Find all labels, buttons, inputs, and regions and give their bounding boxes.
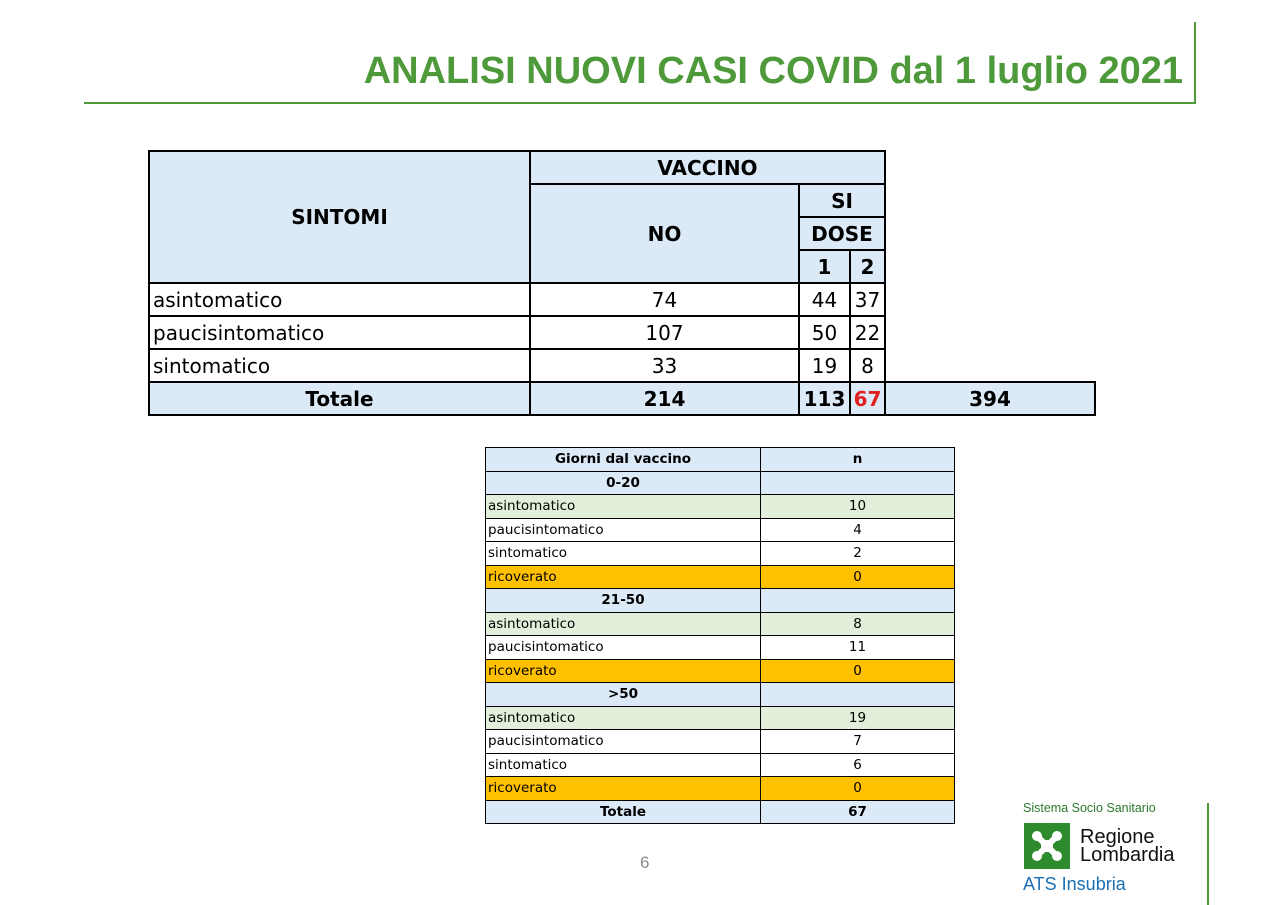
row-value: 10	[761, 495, 955, 519]
row-label: paucisintomatico	[149, 316, 530, 349]
logo-tagline: Sistema Socio Sanitario	[1023, 801, 1156, 815]
vaccination-symptoms-table	[148, 150, 1096, 416]
table-row	[149, 283, 1095, 316]
logo-name-line1: Regione	[1080, 826, 1155, 848]
row-value: 19	[761, 706, 955, 730]
no-value: 33	[530, 349, 799, 382]
row-label: ricoverato	[486, 777, 761, 801]
vaccino-header: VACCINO	[530, 151, 885, 184]
n-header: n	[761, 448, 955, 472]
table-row	[486, 777, 955, 801]
group-header-row	[486, 471, 955, 495]
row-value: 2	[761, 542, 955, 566]
days-since-vaccine-table	[485, 447, 955, 824]
total-label: Totale	[149, 382, 530, 415]
total-dose2: 67	[850, 382, 885, 415]
no-header: NO	[530, 184, 799, 283]
table-row	[149, 316, 1095, 349]
row-value: 0	[761, 565, 955, 589]
group-range: 21-50	[486, 589, 761, 613]
sintomi-header: SINTOMI	[149, 151, 530, 283]
row-value: 7	[761, 730, 955, 754]
lombardia-cross-icon	[1024, 823, 1070, 869]
row-label: ricoverato	[486, 565, 761, 589]
table-row	[486, 636, 955, 660]
dose-header: DOSE	[799, 217, 885, 250]
total-value: 67	[761, 800, 955, 824]
table-row	[486, 612, 955, 636]
organization-logo	[1020, 800, 1210, 905]
total-row	[486, 800, 955, 824]
row-value: 11	[761, 636, 955, 660]
group-header-row	[486, 589, 955, 613]
row-label: asintomatico	[486, 495, 761, 519]
table-row	[486, 565, 955, 589]
group-range: 0-20	[486, 471, 761, 495]
total-dose1: 113	[799, 382, 850, 415]
page-title: ANALISI NUOVI CASI COVID dal 1 luglio 2021	[363, 50, 1183, 92]
dose-2-header: 2	[850, 250, 885, 283]
total-no: 214	[530, 382, 799, 415]
table-row	[486, 706, 955, 730]
row-label: paucisintomatico	[486, 636, 761, 660]
total-label: Totale	[486, 800, 761, 824]
si-header: SI	[799, 184, 885, 217]
table-row	[486, 518, 955, 542]
dose1-value: 44	[799, 283, 850, 316]
group-range: >50	[486, 683, 761, 707]
row-label: sintomatico	[486, 542, 761, 566]
row-value: 4	[761, 518, 955, 542]
row-label: asintomatico	[486, 612, 761, 636]
table-row	[486, 495, 955, 519]
dose2-value: 8	[850, 349, 885, 382]
row-label: paucisintomatico	[486, 730, 761, 754]
table-row	[486, 730, 955, 754]
dose2-value: 22	[850, 316, 885, 349]
no-value: 74	[530, 283, 799, 316]
table-row	[486, 659, 955, 683]
days-header: Giorni dal vaccino	[486, 448, 761, 472]
row-value: 0	[761, 777, 955, 801]
dose1-value: 19	[799, 349, 850, 382]
row-value: 8	[761, 612, 955, 636]
total-row	[149, 382, 1095, 415]
row-value: 6	[761, 753, 955, 777]
table-row	[486, 542, 955, 566]
grand-total: 394	[885, 382, 1095, 415]
row-label: asintomatico	[486, 706, 761, 730]
row-label: asintomatico	[149, 283, 530, 316]
row-label: paucisintomatico	[486, 518, 761, 542]
title-divider	[84, 102, 1196, 104]
row-label: sintomatico	[149, 349, 530, 382]
row-value: 0	[761, 659, 955, 683]
logo-name-line2: Lombardia	[1080, 844, 1175, 866]
dose1-value: 50	[799, 316, 850, 349]
page-number: 6	[640, 853, 650, 872]
table-row	[149, 349, 1095, 382]
logo-subtitle: ATS Insubria	[1023, 874, 1126, 894]
table-row	[486, 753, 955, 777]
dose-1-header: 1	[799, 250, 850, 283]
row-label: ricoverato	[486, 659, 761, 683]
row-label: sintomatico	[486, 753, 761, 777]
group-header-row	[486, 683, 955, 707]
dose2-value: 37	[850, 283, 885, 316]
no-value: 107	[530, 316, 799, 349]
title-vertical-divider	[1194, 22, 1196, 104]
